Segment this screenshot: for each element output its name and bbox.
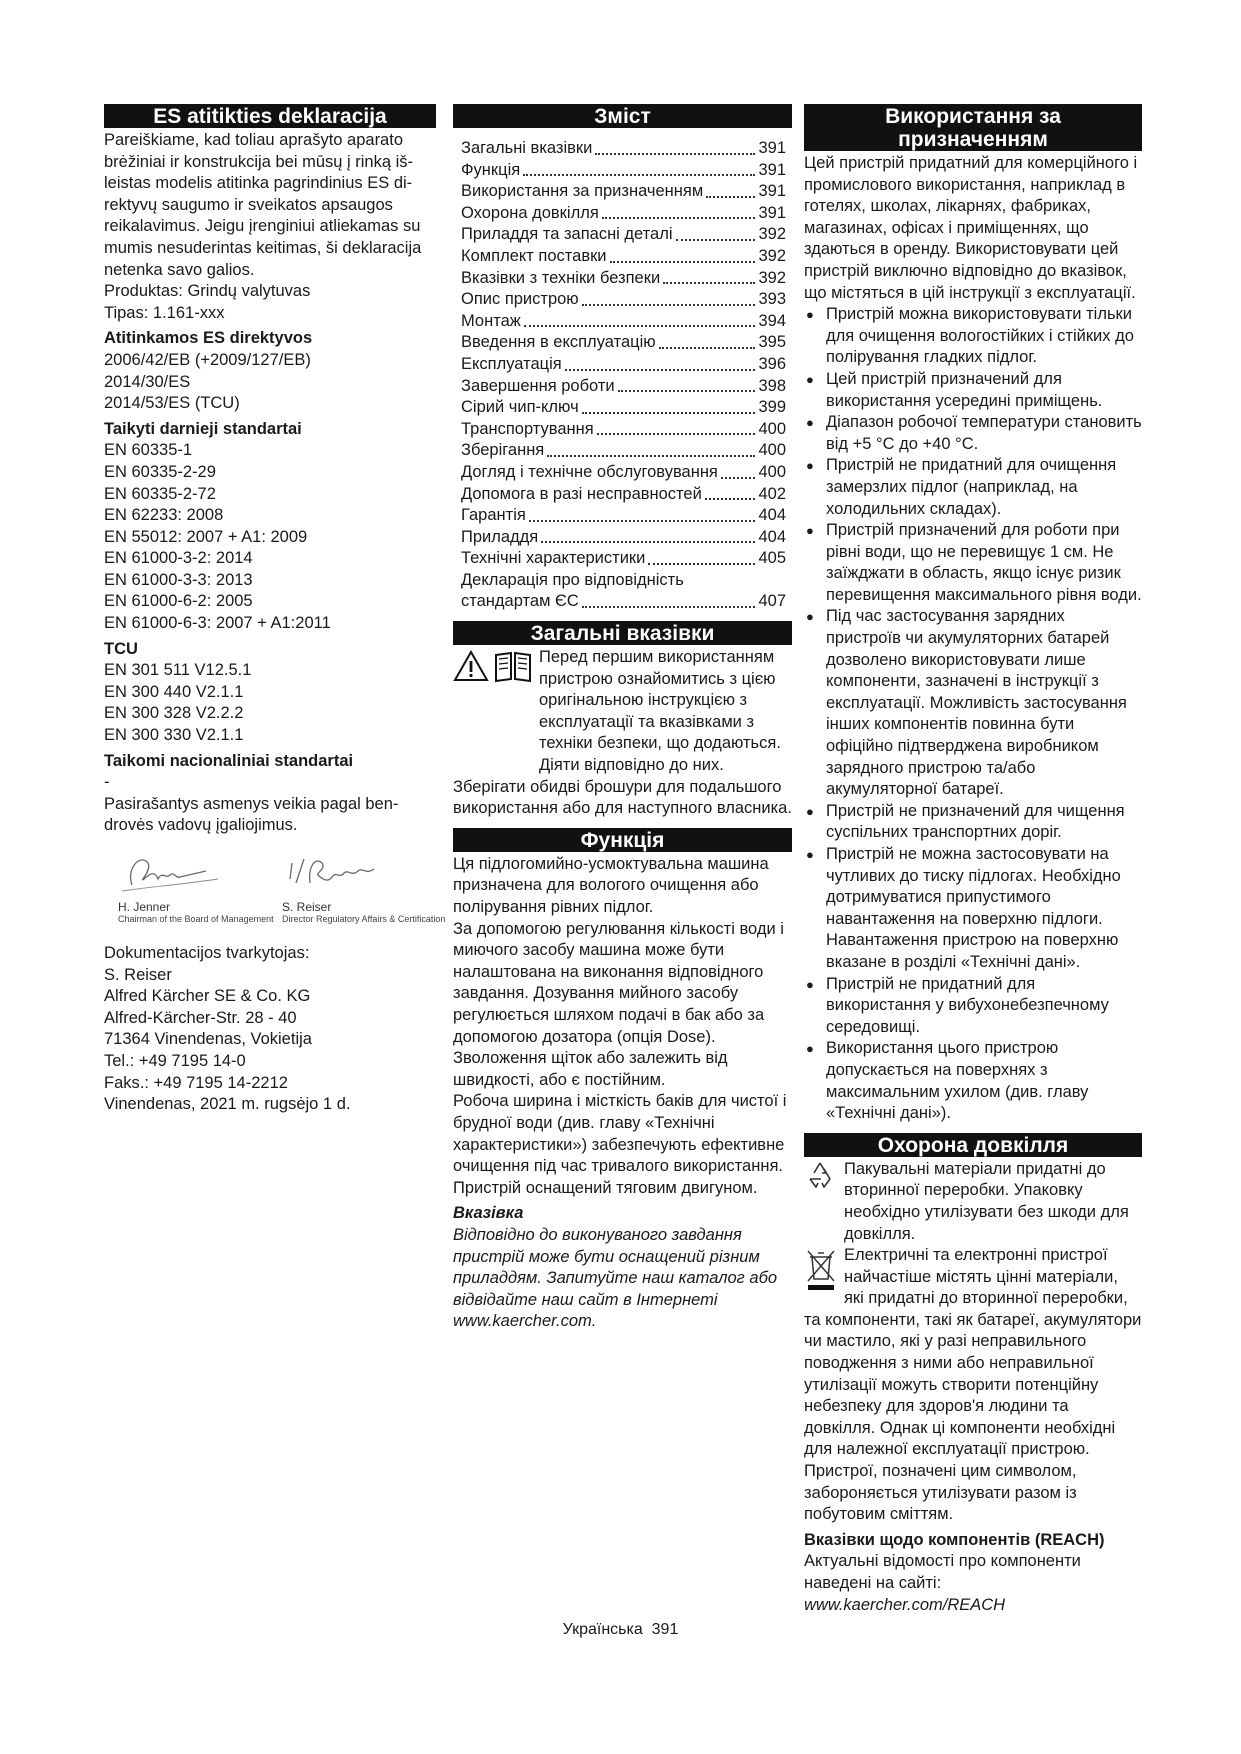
doc-line: Dokumentacijos tvarkytojas: — [104, 944, 310, 962]
list-item: ● Пристрій не можна застосовувати на чутливих до тиску підлогах. Необхідно дотримуватися припустимого навантаження на поверхню підлоги. Навантаження пристрою на поверхню вказане в розділі «Технічні дані». — [804, 844, 1142, 974]
standard-item: EN 60335-2-72 — [104, 484, 216, 503]
toc-entry[interactable]: Завершення роботи 398 — [461, 376, 786, 395]
note-title: Вказівка — [453, 1204, 524, 1223]
intended-use-intro: Цей пристрій придатний для комерційного і промислового використання, наприклад в готелях, школах, лікарнях, фабриках, магазинах, офісах і приміщеннях, що здаються в оренду. Використовувати цей пристрій виключно відповідно до вказівок, що містяться в цій інструкції з експлуатації. — [804, 154, 1138, 302]
toc-entry[interactable]: Транспортування 400 — [461, 419, 786, 438]
toc-entry[interactable]: Сірий чип-ключ 399 — [461, 398, 786, 417]
signers-note: Pasirašantys asmenys veikia pagal bendrovės vadovų įgaliojimus. — [104, 794, 399, 835]
list-item: ● Пристрій можна використовувати тільки для очищення вологостійких і стійких до полірування гладких підлог. — [804, 304, 1142, 369]
recycling-text: Пакувальні матеріали придатні до вторинної переробки. Упаковку необхідно утилізувати без шкоди для довкілля. — [844, 1159, 1129, 1243]
standard-item: EN 61000-6-3: 2007 + A1:2011 — [104, 614, 331, 633]
table-of-contents — [453, 138, 792, 613]
general-notes-icons — [453, 647, 533, 683]
standard-item: EN 61000-6-2: 2005 — [104, 592, 253, 611]
column-contents — [453, 104, 792, 1333]
function-paragraph: Зволоження щіток або залежить від швидкості, або є постійним. — [453, 1049, 728, 1089]
toc-entry[interactable]: Гарантія 404 — [461, 506, 786, 525]
page-number: 391 — [651, 1621, 679, 1638]
toc-entry[interactable]: Введення в експлуатацію 395 — [461, 333, 786, 352]
reach-title: Вказівки щодо компонентів (REACH) — [804, 1530, 1105, 1549]
function-paragraph: Робоча ширина і місткість баків для чистої і брудної води (див. главу «Технічні характеристики») забезпечують ефективне очищення під час тривалого використання. — [453, 1092, 787, 1176]
standard-item: EN 55012: 2007 + A1: 2009 — [104, 527, 308, 546]
column-intended-use — [804, 104, 1142, 1616]
signature-reiser — [282, 849, 445, 925]
toc-entry[interactable]: Загальні вказівки 391 — [461, 139, 786, 157]
environment-title: Охорона довкілля — [804, 1133, 1142, 1157]
declaration-title: ES atitikties deklaracija — [104, 104, 436, 128]
signature-reiser-scribble — [282, 849, 392, 893]
doc-line: Alfred Kärcher SE & Co. KG — [104, 987, 311, 1006]
toc-entry[interactable]: Технічні характеристики 405 — [461, 549, 786, 568]
signatures — [104, 849, 446, 933]
general-notes-text2: Зберігати обидві брошури для подальшого використання або для наступного власника. — [453, 777, 792, 818]
note-text: Відповідно до виконуваного завдання пристрій може бути оснащений різним приладдям. Запитуйте наш каталог або відвідайте наш сайт в Інтернеті www.kaercher.com. — [453, 1225, 778, 1331]
list-item: ● Пристрій не призначений для чищення суспільних транспортних доріг. — [804, 801, 1142, 844]
toc-entry[interactable]: Приладдя та запасні деталі 392 — [461, 225, 786, 244]
directives-title: Atitinkamos ES direktyvos — [104, 329, 313, 348]
toc-entry[interactable]: Допомога в разі несправностей 402 — [461, 484, 786, 503]
tcu-item: EN 300 330 V2.1.1 — [104, 726, 244, 745]
standard-item: EN 61000-3-3: 2013 — [104, 570, 253, 589]
function-paragraph: Пристрій оснащений тяговим двигуном. — [453, 1178, 758, 1197]
signer1-role: Chairman of the Board of Management — [118, 913, 274, 924]
function-title: Функція — [453, 828, 792, 852]
doc-line: Faks.: +49 7195 14-2212 — [104, 1073, 288, 1092]
reach-text: Актуальні відомості про компоненти наведені на сайті: — [804, 1552, 1081, 1592]
tcu-title: TCU — [104, 639, 138, 658]
list-item: ● Використання цього пристрою допускається на поверхнях з максимальним ухилом (див. главу «Технічні дані»). — [804, 1038, 1142, 1124]
general-notes-title: Загальні вказівки — [453, 621, 792, 645]
toc-entry[interactable]: Охорона довкілля 391 — [461, 203, 786, 222]
doc-line: 71364 Vinendenas, Vokietija — [104, 1030, 312, 1049]
toc-entry[interactable]: Зберігання 400 — [461, 441, 786, 460]
list-item: ● Пристрій не придатний для очищення замерзлих підлог (наприклад, на холодильних складах). — [804, 455, 1142, 520]
intended-use-title: Використання за призначенням — [804, 104, 1142, 151]
toc-entry[interactable]: Приладдя 404 — [461, 527, 786, 546]
recycling-block — [804, 1159, 1142, 1245]
signer2-name: S. Reiser — [282, 899, 332, 914]
list-item: ● Пристрій не придатний для використання у вибухонебезпечному середовищі. — [804, 974, 1142, 1039]
standard-item: EN 60335-1 — [104, 441, 193, 460]
signer2-role: Director Regulatory Affairs & Certification — [282, 913, 446, 924]
toc-entry[interactable]: Використання за призначенням 391 — [461, 182, 786, 201]
toc-entry[interactable]: Комплект поставки 392 — [461, 246, 786, 265]
doc-line: Tel.: +49 7195 14-0 — [104, 1051, 246, 1070]
toc-entry-page: 407 — [758, 592, 786, 611]
doc-line: Vinendenas, 2021 m. rugsėjo 1 d. — [104, 1095, 351, 1114]
reach-paragraph — [804, 1551, 1142, 1616]
reach-link[interactable]: www.kaercher.com/REACH — [804, 1595, 1006, 1614]
toc-entry[interactable]: Експлуатація 396 — [461, 354, 786, 373]
type-line: Tipas: 1.161-xxx — [104, 303, 225, 322]
toc-title: Зміст — [453, 104, 792, 128]
signer1-name: H. Jenner — [118, 899, 171, 914]
crossed-bin-icon — [804, 1247, 838, 1291]
recycle-icon — [804, 1159, 836, 1191]
list-item: ● Пристрій призначений для роботи при рівні води, що не перевищує 1 см. Не заїжджати в область, якщо існує ризик перевищення максимального рівня води. — [804, 520, 1142, 606]
standard-item: EN 62233: 2008 — [104, 506, 224, 525]
toc-entry[interactable]: Догляд і технічне обслуговування 400 — [461, 462, 786, 481]
manual-book-icon — [493, 649, 533, 683]
national-standards-value: - — [104, 773, 110, 792]
doc-line: S. Reiser — [104, 965, 172, 984]
standards-title: Taikyti darnieji standartai — [104, 419, 302, 438]
tcu-item: EN 300 328 V2.2.2 — [104, 704, 244, 723]
intended-use-list — [804, 304, 1142, 1125]
toc-entry[interactable]: Опис пристрою 393 — [461, 290, 786, 309]
toc-entry[interactable]: Вказівки з техніки безпеки 392 — [461, 268, 786, 287]
standard-item: EN 60335-2-29 — [104, 462, 216, 481]
column-declaration — [104, 104, 446, 1116]
doc-line: Alfred-Kärcher-Str. 28 - 40 — [104, 1008, 297, 1027]
directive-item: 2006/42/EB (+2009/127/EB) — [104, 350, 311, 369]
directive-item: 2014/30/ES — [104, 372, 191, 391]
signature-jenner — [118, 849, 274, 925]
tcu-item: EN 300 440 V2.1.1 — [104, 682, 244, 701]
national-standards-title: Taikomi nacionaliniai standartai — [104, 751, 354, 770]
signature-jenner-scribble — [118, 849, 228, 893]
standard-item: EN 61000-3-2: 2014 — [104, 549, 253, 568]
declaration-intro: Pareiškiame, kad toliau aprašyto aparato brėžiniai ir konstrukcija bei mūsų į rinką išleistas modelis atitinka pagrindinius ES direktyvų saugumo ir sveikatos apsaugos reikalavimus. Jeigu įrenginiui atliekamas su mumis nesuderintas keitimas, ši deklaracija netenka savo galios. — [104, 131, 422, 279]
footer-language: Українська — [562, 1621, 643, 1638]
product-line: Produktas: Grindų valytuvas — [104, 282, 311, 301]
toc-entry-line2: стандартам ЄС — [461, 592, 579, 611]
weee-text: Електричні та електронні пристрої найчастіше містять цінні матеріали, які придатні до вторинної переробки, та компоненти, такі як батареї, акумулятори чи мастило, які у разі неправильного поводження з ними або неправильної утилізації можуть створити потенційну небезпеку для здоров'я людини та довкілля. Однак ці компоненти необхідні для належної експлуатації пристрою. Пристрої, позначені цим символом, забороняється утилізувати разом із побутовим сміттям. — [804, 1246, 1142, 1524]
warning-triangle-icon — [453, 649, 489, 683]
tcu-item: EN 301 511 V12.5.1 — [104, 661, 252, 680]
general-notes-block — [453, 647, 792, 777]
general-notes-text: Перед першим використанням пристрою ознайомитись з цією оригінальною інструкцією з експлуатації та вказівками з техніки безпеки, що додаються. Діяти відповідно до них. — [539, 648, 781, 775]
list-item: ● Цей пристрій призначений для використання усередині приміщень. — [804, 369, 1142, 412]
toc-entry-line1: Декларація про відповідність — [461, 570, 684, 589]
function-paragraph: Ця підлогомийно-усмоктувальна машина призначена для вологого очищення або полірування рівних підлог. — [453, 854, 769, 916]
page-footer — [0, 1621, 1241, 1639]
list-item: ● Під час застосування зарядних пристроїв чи акумуляторних батарей дозволено використовувати лише компоненти, зазначені в інструкції з експлуатації. Можливість застосування інших компонентів повинна бути офіційно підтверджена виробником зарядного пристрою та/або акумуляторної батареї. — [804, 606, 1142, 800]
function-paragraph: За допомогою регулювання кількості води і миючого засобу машина може бути налаштована на виконання відповідного завдання. Дозування мийного засобу регулюється шляхом подачі в бак або за допомогою дозатора (опція Dose). — [453, 919, 784, 1046]
directive-item: 2014/53/ES (TCU) — [104, 394, 240, 413]
list-item: ● Діапазон робочої температури становить від +5 °C до +40 °C. — [804, 412, 1142, 455]
toc-entry[interactable]: Монтаж 394 — [461, 311, 786, 330]
toc-entry-declaration[interactable] — [461, 570, 786, 613]
weee-block — [804, 1245, 1142, 1526]
toc-entry[interactable]: Функція 391 — [461, 160, 786, 179]
